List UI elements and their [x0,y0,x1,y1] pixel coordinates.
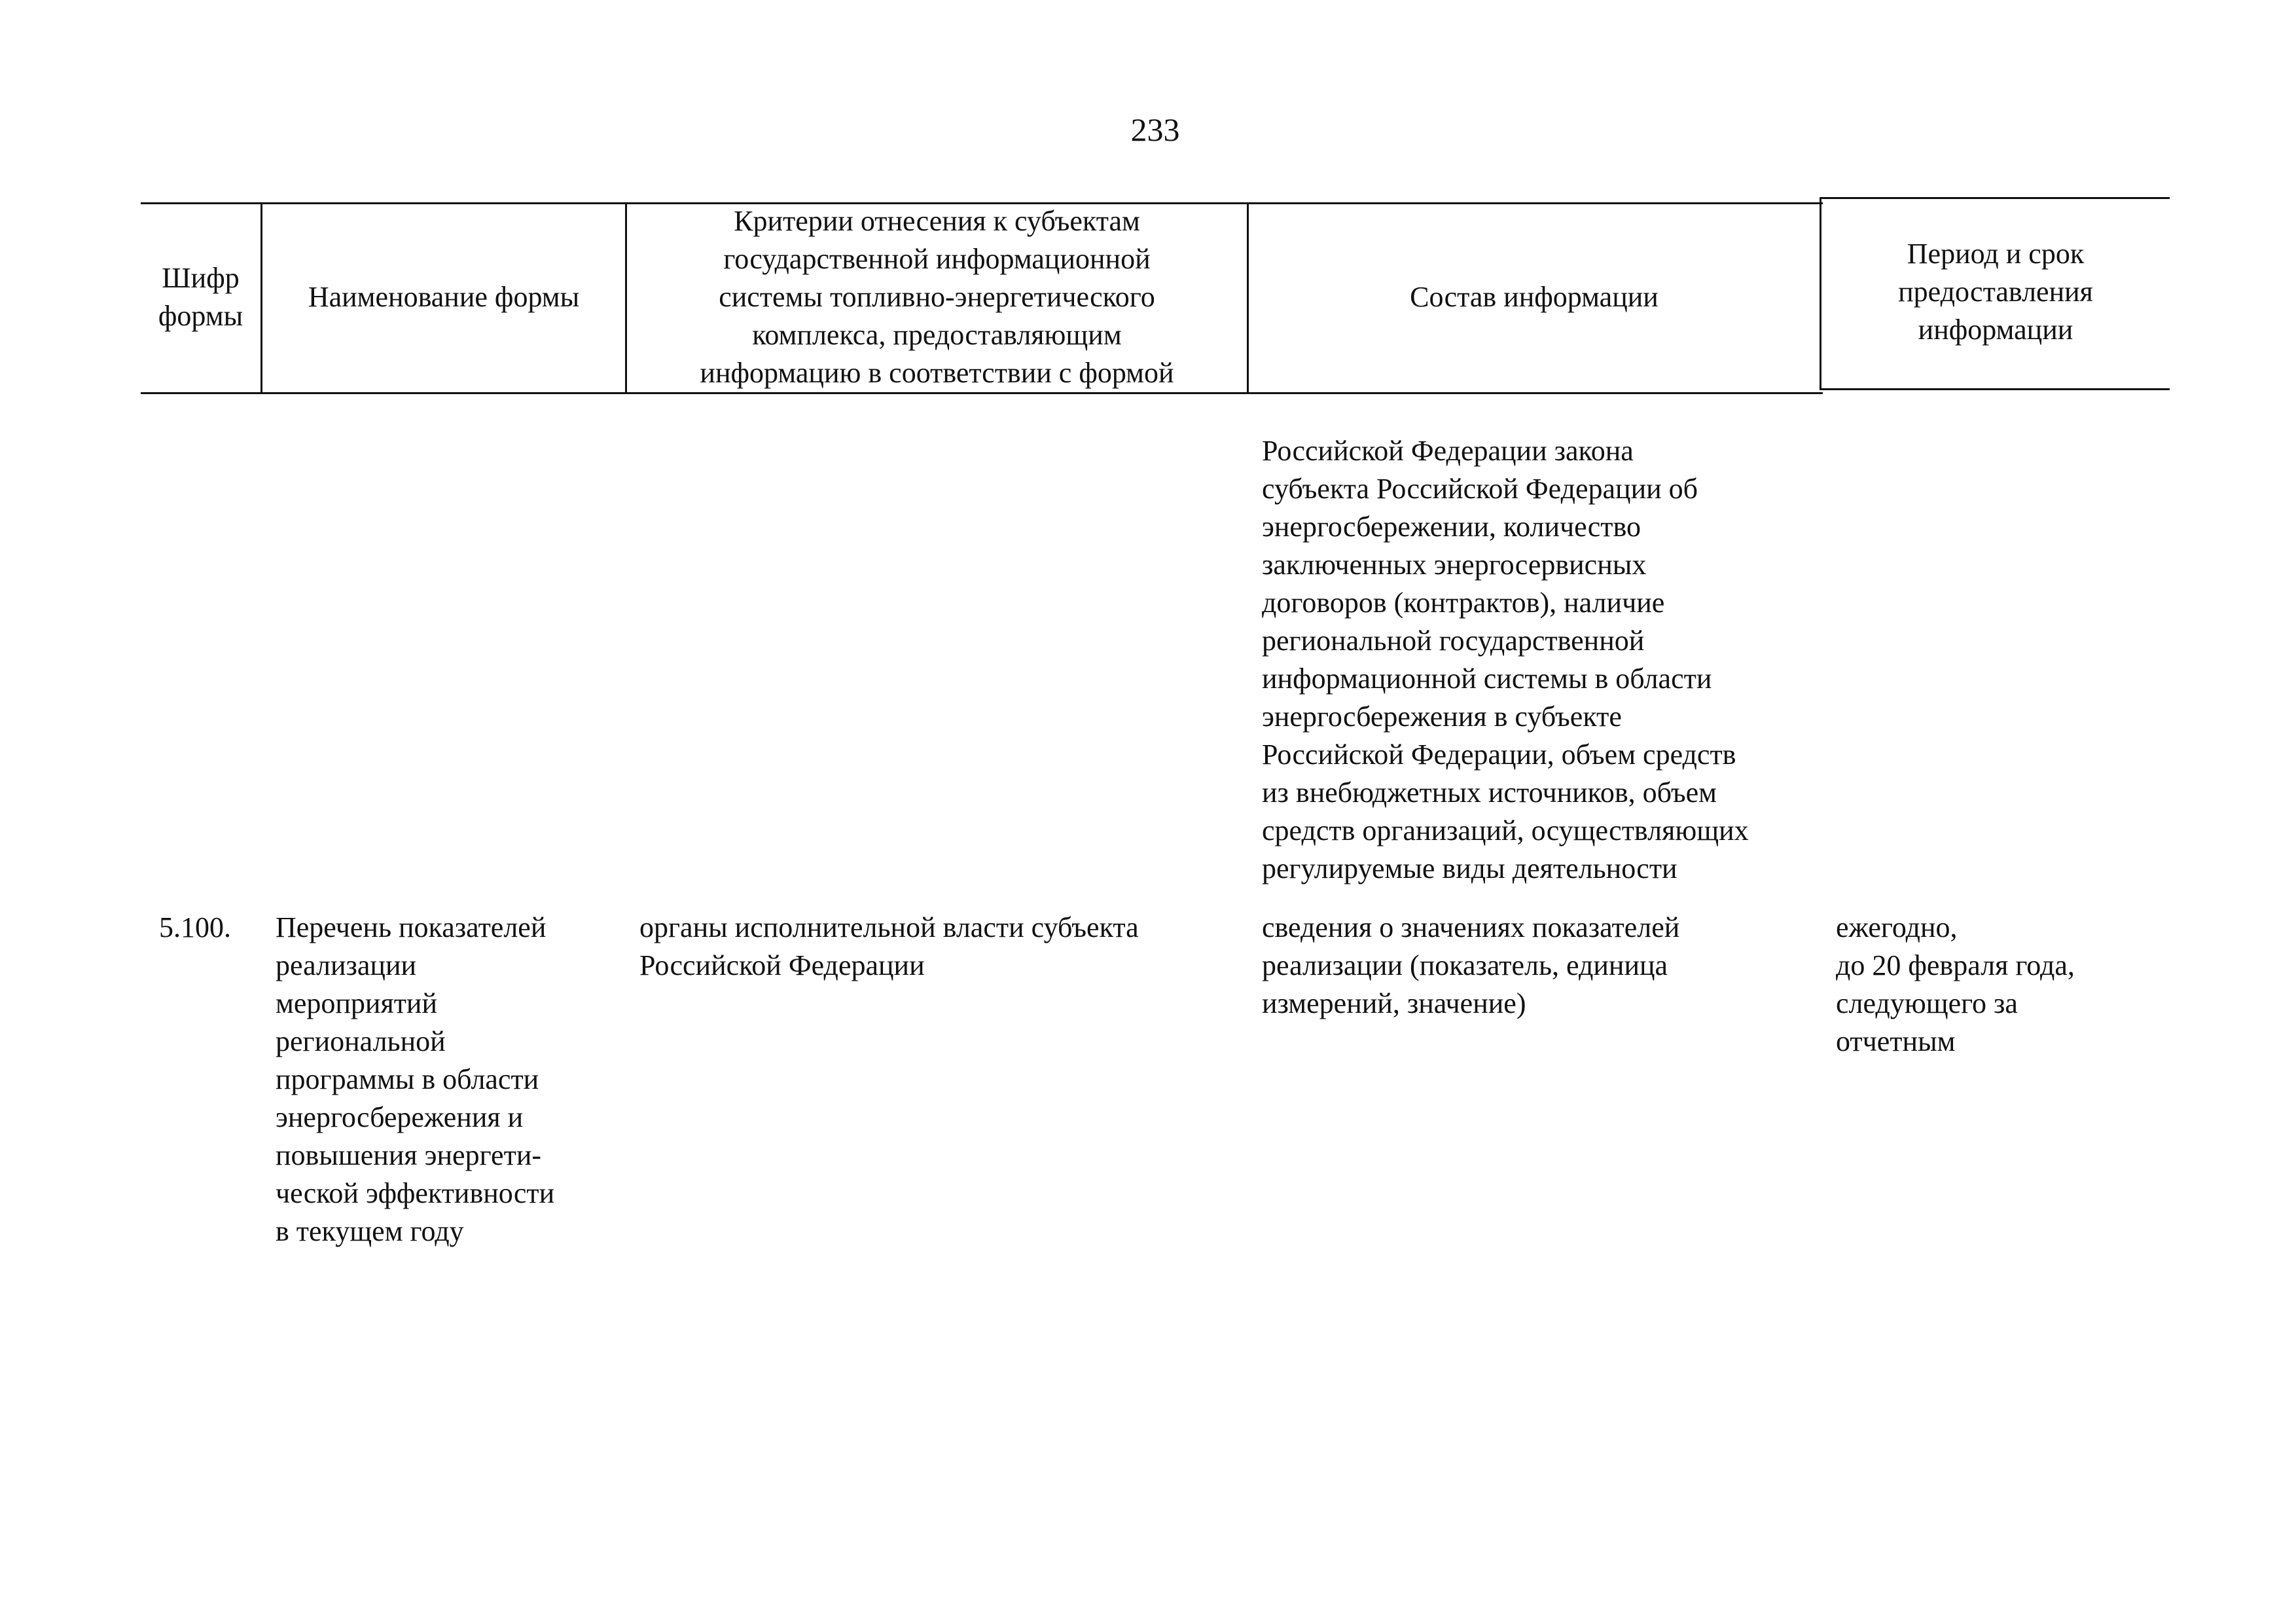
header-info: Состав информации [1410,281,1659,313]
table-header [141,193,2170,393]
row-info: сведения о значениях показателей реализации (показатель, единица измерений, значение) [1262,911,1680,1019]
header-bottom-rule-left [141,392,1823,394]
header-period: Период и срок предоставления информации [1898,238,2093,346]
row-code: 5.100. [159,911,231,943]
header-code: Шифр формы [158,262,243,332]
continuation-info: Российской Федерации закона субъекта Российской Федерации об энергосбережении, количество заключенных энергосервисных договоров (контрактов), наличие региональной государственной информационной системы в области энергосбережения в субъекте Российской Федерации, объем средств из внебюджетных источников, объем средств организаций, осуществляющих регулируемые виды деятельности [1262,435,1749,884]
header-form-name: Наименование формы [308,281,580,313]
header-bottom-rule-right [1820,388,2170,390]
header-criteria: Критерии отнесения к субъектам государственной информационной системы топливно-энергетического комплекса, предоставляющим информацию в соответствии с формой [700,205,1174,389]
row-form-name: Перечень показателей реализации мероприятий региональной программы в области энергосбережения и повышения энергети- ческой эффективности в текущем году [276,911,555,1247]
row-criteria: органы исполнительной власти субъекта Российской Федерации [639,911,1139,981]
row-period: ежегодно, до 20 февраля года, следующего за отчетным [1836,911,2075,1057]
forms-table [141,193,2170,393]
page-number: 233 [1130,111,1180,148]
